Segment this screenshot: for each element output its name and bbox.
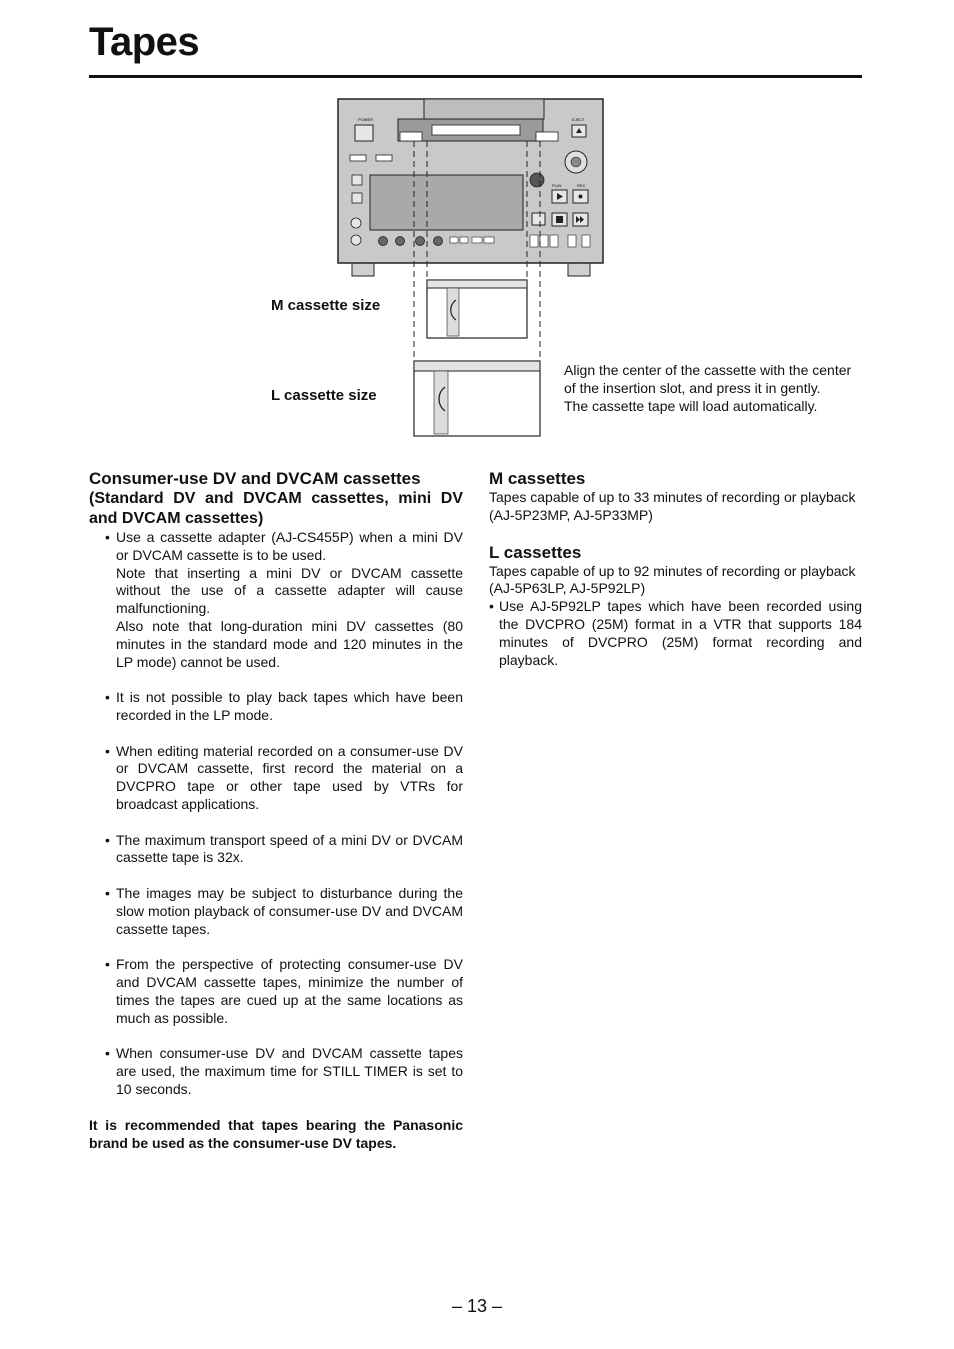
m-cassettes-models: (AJ-5P23MP, AJ-5P33MP)	[489, 506, 653, 523]
lcd-display	[370, 175, 523, 230]
list-item	[89, 529, 463, 671]
insertion-instructions	[564, 361, 864, 415]
list-item	[89, 956, 463, 1027]
l-cassettes-desc: Tapes capable of up to 92 minutes of recording or playback	[489, 562, 856, 579]
l-cassettes-title: L cassettes	[489, 542, 582, 562]
bullet-mark: •	[105, 1045, 110, 1062]
list-item	[89, 832, 463, 868]
rec-label: REC	[577, 183, 586, 188]
list-item	[89, 1045, 463, 1098]
l-cassette-size-label: L cassette size	[271, 387, 377, 404]
bullet-mark: •	[105, 529, 110, 545]
bullet-mark: •	[105, 742, 110, 759]
power-button[interactable]	[355, 125, 373, 141]
consumer-section-title: Consumer-use DV and DVCAM cassettes	[89, 469, 421, 488]
power-label: POWER	[358, 117, 374, 122]
bullet-text: The maximum transport speed of a mini DV or DVCAM cassette tape is 32x.	[116, 831, 463, 866]
instruction-line: Align the center of the cassette with the center of the insertion slot, and press it in gently.	[564, 362, 852, 396]
consumer-section-subtitle: (Standard DV and DVCAM cassettes, mini DV and DVCAM cassettes)	[89, 490, 463, 527]
m-cassette	[427, 280, 527, 338]
page-title: Tapes	[89, 20, 200, 64]
play-label: PLAY	[552, 183, 562, 188]
bullet-text: Note that inserting a mini DV or DVCAM cassette without the use of a cassette adapter will cause malfunctioning.	[116, 564, 463, 617]
bullet-mark: •	[105, 884, 110, 901]
eject-label: EJECT	[572, 117, 585, 122]
bullet-mark: •	[105, 689, 110, 706]
title-divider	[89, 75, 862, 78]
bullet-text: Use a cassette adapter (AJ-CS455P) when a mini DV or DVCAM cassette is to be used.	[116, 529, 463, 563]
m-cassette-size-label: M cassette size	[271, 297, 381, 314]
bullet-text: It is not possible to play back tapes which have been recorded in the LP mode.	[116, 689, 463, 723]
bullet-mark: •	[105, 831, 110, 848]
bullet-mark: •	[489, 598, 494, 615]
bullet-text: Also note that long-duration mini DV cassettes (80 minutes in the standard mode and 120 minutes in the LP mode) cannot be used.	[116, 617, 463, 670]
m-cassettes-desc: Tapes capable of up to 33 minutes of recording or playback	[489, 489, 856, 505]
bullet-text: From the perspective of protecting consumer-use DV and DVCAM cassette tapes, minimize the number of times the tapes are cued up at the same locations as much as possible.	[116, 956, 463, 1026]
page-number: – 13 –	[451, 1296, 503, 1316]
list-item	[89, 885, 463, 938]
l-cassettes-models: (AJ-5P63LP, AJ-5P92LP)	[489, 580, 646, 597]
bullet-mark: •	[105, 956, 110, 973]
list-item	[89, 743, 463, 814]
l-cassettes-note	[489, 598, 862, 669]
consumer-bullet-list	[89, 529, 463, 1099]
l-cassette	[414, 361, 540, 436]
cassette-types-section	[489, 469, 862, 669]
bullet-text: When editing material recorded on a consumer-use DV or DVCAM cassette, first record the material on a DVCPRO tape or other tape used by VTRs for broadcast applications.	[116, 742, 463, 812]
list-item	[89, 689, 463, 725]
panasonic-recommendation: It is recommended that tapes bearing the Panasonic brand be used as the consumer-use DV tapes.	[89, 1117, 463, 1152]
m-cassettes-title: M cassettes	[489, 469, 586, 488]
instruction-line: The cassette tape will load automatically.	[564, 398, 818, 414]
consumer-dv-section	[89, 469, 463, 1152]
l-cassettes-note-text: Use AJ-5P92LP tapes which have been recorded using the DVCPRO (25M) format in a VTR that supports 184 minutes of DVCPRO (25M) format recording and playback.	[499, 598, 862, 668]
bullet-text: The images may be subject to disturbance during the slow motion playback of consumer-use DV and DVCAM cassette tapes.	[116, 884, 463, 937]
bullet-text: When consumer-use DV and DVCAM cassette tapes are used, the maximum time for STILL TIMER is set to 10 seconds.	[116, 1045, 463, 1097]
